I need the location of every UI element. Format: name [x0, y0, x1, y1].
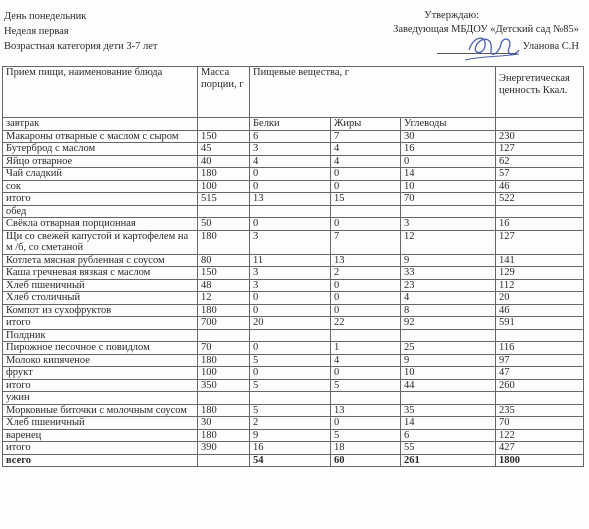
- carbs-cell: 23: [401, 279, 496, 292]
- table-row: [3, 329, 584, 342]
- week-label: Неделя первая: [4, 26, 69, 37]
- fat-cell: [331, 205, 401, 218]
- energy-cell: 116: [496, 342, 584, 355]
- table-row: [3, 130, 584, 143]
- mass-cell: 180: [198, 168, 250, 181]
- table-row: [3, 379, 584, 392]
- protein-cell: 3: [250, 143, 331, 156]
- day-label: День понедельник: [4, 11, 87, 22]
- col-name-header: Прием пищи, наименование блюда: [3, 67, 198, 118]
- energy-cell: 127: [496, 230, 584, 254]
- table-row: [3, 342, 584, 355]
- protein-cell: 9: [250, 429, 331, 442]
- fat-cell: 0: [331, 367, 401, 380]
- dish-name: Хлеб пшеничный: [3, 417, 198, 430]
- breakfast-label: завтрак: [3, 118, 198, 131]
- carbs-cell: 261: [401, 454, 496, 467]
- energy-cell: [496, 205, 584, 218]
- energy-cell: 70: [496, 417, 584, 430]
- mass-cell: 180: [198, 230, 250, 254]
- carbs-cell: 0: [401, 155, 496, 168]
- dish-name: фрукт: [3, 367, 198, 380]
- fat-cell: 2: [331, 267, 401, 280]
- carbs-cell: 12: [401, 230, 496, 254]
- carbs-cell: [401, 205, 496, 218]
- dish-name: итого: [3, 442, 198, 455]
- protein-cell: 0: [250, 180, 331, 193]
- mass-cell: [198, 392, 250, 405]
- carbs-cell: 9: [401, 254, 496, 267]
- table-row: [3, 404, 584, 417]
- mass-cell: 515: [198, 193, 250, 206]
- protein-cell: 5: [250, 354, 331, 367]
- protein-cell: 4: [250, 155, 331, 168]
- table-row: [3, 155, 584, 168]
- table-row: [3, 205, 584, 218]
- table-row: [3, 143, 584, 156]
- energy-cell: 230: [496, 130, 584, 143]
- carbs-cell: 8: [401, 304, 496, 317]
- dish-name: всего: [3, 454, 198, 467]
- table-row: [3, 442, 584, 455]
- energy-cell: 57: [496, 168, 584, 181]
- fat-cell: [331, 329, 401, 342]
- mass-cell: 100: [198, 367, 250, 380]
- fat-cell: 15: [331, 193, 401, 206]
- fat-cell: 60: [331, 454, 401, 467]
- mass-cell: [198, 454, 250, 467]
- mass-cell: 180: [198, 354, 250, 367]
- dish-name: Хлеб столичный: [3, 292, 198, 305]
- carbs-cell: 33: [401, 267, 496, 280]
- carbs-cell: 14: [401, 168, 496, 181]
- fat-cell: 0: [331, 168, 401, 181]
- energy-cell: 129: [496, 267, 584, 280]
- mass-cell: 45: [198, 143, 250, 156]
- carbs-cell: 10: [401, 367, 496, 380]
- dish-name: Хлеб пшеничный: [3, 279, 198, 292]
- protein-cell: 5: [250, 379, 331, 392]
- protein-cell: 2: [250, 417, 331, 430]
- energy-cell: 47: [496, 367, 584, 380]
- table-row: [3, 292, 584, 305]
- table-row: [3, 193, 584, 206]
- fat-cell: 7: [331, 130, 401, 143]
- protein-cell: 0: [250, 367, 331, 380]
- mass-cell: 40: [198, 155, 250, 168]
- carbs-cell: 16: [401, 143, 496, 156]
- col-nutrients-header: Пищевые вещества, г: [250, 67, 496, 118]
- dish-name: Бутерброд с маслом: [3, 143, 198, 156]
- table-row: [3, 392, 584, 405]
- mass-cell: 100: [198, 180, 250, 193]
- table-row: [3, 254, 584, 267]
- protein-header: Белки: [250, 118, 331, 131]
- fat-cell: 22: [331, 317, 401, 330]
- protein-cell: 16: [250, 442, 331, 455]
- mass-cell: 150: [198, 267, 250, 280]
- table-row: [3, 168, 584, 181]
- carbs-cell: 6: [401, 429, 496, 442]
- table-row: [3, 317, 584, 330]
- carbs-cell: 44: [401, 379, 496, 392]
- fat-cell: 0: [331, 218, 401, 231]
- carbs-cell: 9: [401, 354, 496, 367]
- dish-name: варенец: [3, 429, 198, 442]
- protein-cell: 0: [250, 342, 331, 355]
- protein-cell: 0: [250, 304, 331, 317]
- carbs-cell: 35: [401, 404, 496, 417]
- position-label: Заведующая МБДОУ «Детский сад №85»: [393, 24, 579, 35]
- approve-label: Утверждаю:: [424, 10, 479, 21]
- protein-cell: 0: [250, 218, 331, 231]
- protein-cell: 11: [250, 254, 331, 267]
- fat-cell: 0: [331, 180, 401, 193]
- energy-cell: 260: [496, 379, 584, 392]
- energy-cell: [496, 329, 584, 342]
- energy-cell: 522: [496, 193, 584, 206]
- mass-cell: [198, 329, 250, 342]
- mass-cell: 390: [198, 442, 250, 455]
- fat-cell: 18: [331, 442, 401, 455]
- table-row: [3, 230, 584, 254]
- protein-cell: [250, 329, 331, 342]
- carbs-header: Углеводы: [401, 118, 496, 131]
- fat-cell: 13: [331, 254, 401, 267]
- fat-cell: 0: [331, 304, 401, 317]
- fat-cell: 0: [331, 279, 401, 292]
- dish-name: итого: [3, 193, 198, 206]
- carbs-cell: 25: [401, 342, 496, 355]
- table-row: [3, 429, 584, 442]
- empty-cell: [198, 118, 250, 131]
- energy-cell: 127: [496, 143, 584, 156]
- mass-cell: 350: [198, 379, 250, 392]
- fat-cell: 13: [331, 404, 401, 417]
- header-left: [4, 9, 157, 54]
- table-row: [3, 218, 584, 231]
- dish-name: обед: [3, 205, 198, 218]
- protein-cell: 13: [250, 193, 331, 206]
- table-row: [3, 354, 584, 367]
- fat-header: Жиры: [331, 118, 401, 131]
- table-row: [3, 267, 584, 280]
- dish-name: Пирожное песочное с повидлом: [3, 342, 198, 355]
- energy-cell: 46: [496, 304, 584, 317]
- carbs-cell: 92: [401, 317, 496, 330]
- fat-cell: 0: [331, 292, 401, 305]
- col-energy-header: Энергетическая ценность Ккал.: [496, 67, 584, 118]
- menu-table: [2, 66, 584, 467]
- dish-name: Каша гречневая вязкая с маслом: [3, 267, 198, 280]
- fat-cell: 4: [331, 143, 401, 156]
- fat-cell: 5: [331, 379, 401, 392]
- mass-cell: [198, 205, 250, 218]
- signer-name: Уланова С.Н: [522, 41, 579, 52]
- protein-cell: 0: [250, 292, 331, 305]
- energy-cell: 97: [496, 354, 584, 367]
- dish-name: сок: [3, 180, 198, 193]
- dish-name: Яйцо отварное: [3, 155, 198, 168]
- energy-cell: [496, 392, 584, 405]
- protein-cell: 20: [250, 317, 331, 330]
- dish-name: Морковные биточки с молочным соусом: [3, 404, 198, 417]
- subheader-row: [3, 118, 584, 131]
- dish-name: Щи со свежей капустой и картофелем на м /б, со сметаной: [3, 230, 198, 254]
- fat-cell: 4: [331, 155, 401, 168]
- dish-name: итого: [3, 317, 198, 330]
- dish-name: Котлета мясная рубленная с соусом: [3, 254, 198, 267]
- table-row: [3, 417, 584, 430]
- protein-cell: [250, 205, 331, 218]
- mass-cell: 180: [198, 404, 250, 417]
- mass-cell: 700: [198, 317, 250, 330]
- dish-name: Компот из сухофруктов: [3, 304, 198, 317]
- signature-mark: [463, 30, 521, 66]
- mass-cell: 70: [198, 342, 250, 355]
- mass-cell: 48: [198, 279, 250, 292]
- fat-cell: 4: [331, 354, 401, 367]
- energy-cell: 235: [496, 404, 584, 417]
- carbs-cell: [401, 329, 496, 342]
- fat-cell: 0: [331, 417, 401, 430]
- protein-cell: 5: [250, 404, 331, 417]
- dish-name: Молоко кипяченое: [3, 354, 198, 367]
- energy-cell: 141: [496, 254, 584, 267]
- fat-cell: 7: [331, 230, 401, 254]
- energy-cell: 62: [496, 155, 584, 168]
- carbs-cell: 10: [401, 180, 496, 193]
- energy-cell: 20: [496, 292, 584, 305]
- protein-cell: 54: [250, 454, 331, 467]
- mass-cell: 180: [198, 304, 250, 317]
- carbs-cell: 3: [401, 218, 496, 231]
- carbs-cell: 70: [401, 193, 496, 206]
- energy-cell: 46: [496, 180, 584, 193]
- carbs-cell: 55: [401, 442, 496, 455]
- col-mass-header: Масса порции, г: [198, 67, 250, 118]
- fat-cell: 5: [331, 429, 401, 442]
- age-label: Возрастная категория дети 3-7 лет: [4, 41, 158, 52]
- dish-name: Полдник: [3, 329, 198, 342]
- dish-name: Макароны отварные с маслом с сыром: [3, 130, 198, 143]
- table-row: [3, 279, 584, 292]
- energy-cell: 122: [496, 429, 584, 442]
- mass-cell: 180: [198, 429, 250, 442]
- protein-cell: 3: [250, 230, 331, 254]
- energy-cell: 591: [496, 317, 584, 330]
- dish-name: Свёкла отварная порционная: [3, 218, 198, 231]
- dish-name: Чай сладкий: [3, 168, 198, 181]
- energy-cell: 16: [496, 218, 584, 231]
- protein-cell: 3: [250, 267, 331, 280]
- dish-name: ужин: [3, 392, 198, 405]
- mass-cell: 30: [198, 417, 250, 430]
- empty-cell: [496, 118, 584, 131]
- carbs-cell: 30: [401, 130, 496, 143]
- protein-cell: [250, 392, 331, 405]
- table-row: [3, 304, 584, 317]
- dish-name: итого: [3, 379, 198, 392]
- protein-cell: 6: [250, 130, 331, 143]
- grand-total-row: [3, 454, 584, 467]
- mass-cell: 150: [198, 130, 250, 143]
- mass-cell: 80: [198, 254, 250, 267]
- mass-cell: 50: [198, 218, 250, 231]
- table-header-row: [3, 67, 584, 118]
- carbs-cell: [401, 392, 496, 405]
- table-row: [3, 180, 584, 193]
- carbs-cell: 14: [401, 417, 496, 430]
- carbs-cell: 4: [401, 292, 496, 305]
- mass-cell: 12: [198, 292, 250, 305]
- energy-cell: 1800: [496, 454, 584, 467]
- energy-cell: 112: [496, 279, 584, 292]
- fat-cell: 1: [331, 342, 401, 355]
- protein-cell: 0: [250, 168, 331, 181]
- energy-cell: 427: [496, 442, 584, 455]
- fat-cell: [331, 392, 401, 405]
- protein-cell: 3: [250, 279, 331, 292]
- table-row: [3, 367, 584, 380]
